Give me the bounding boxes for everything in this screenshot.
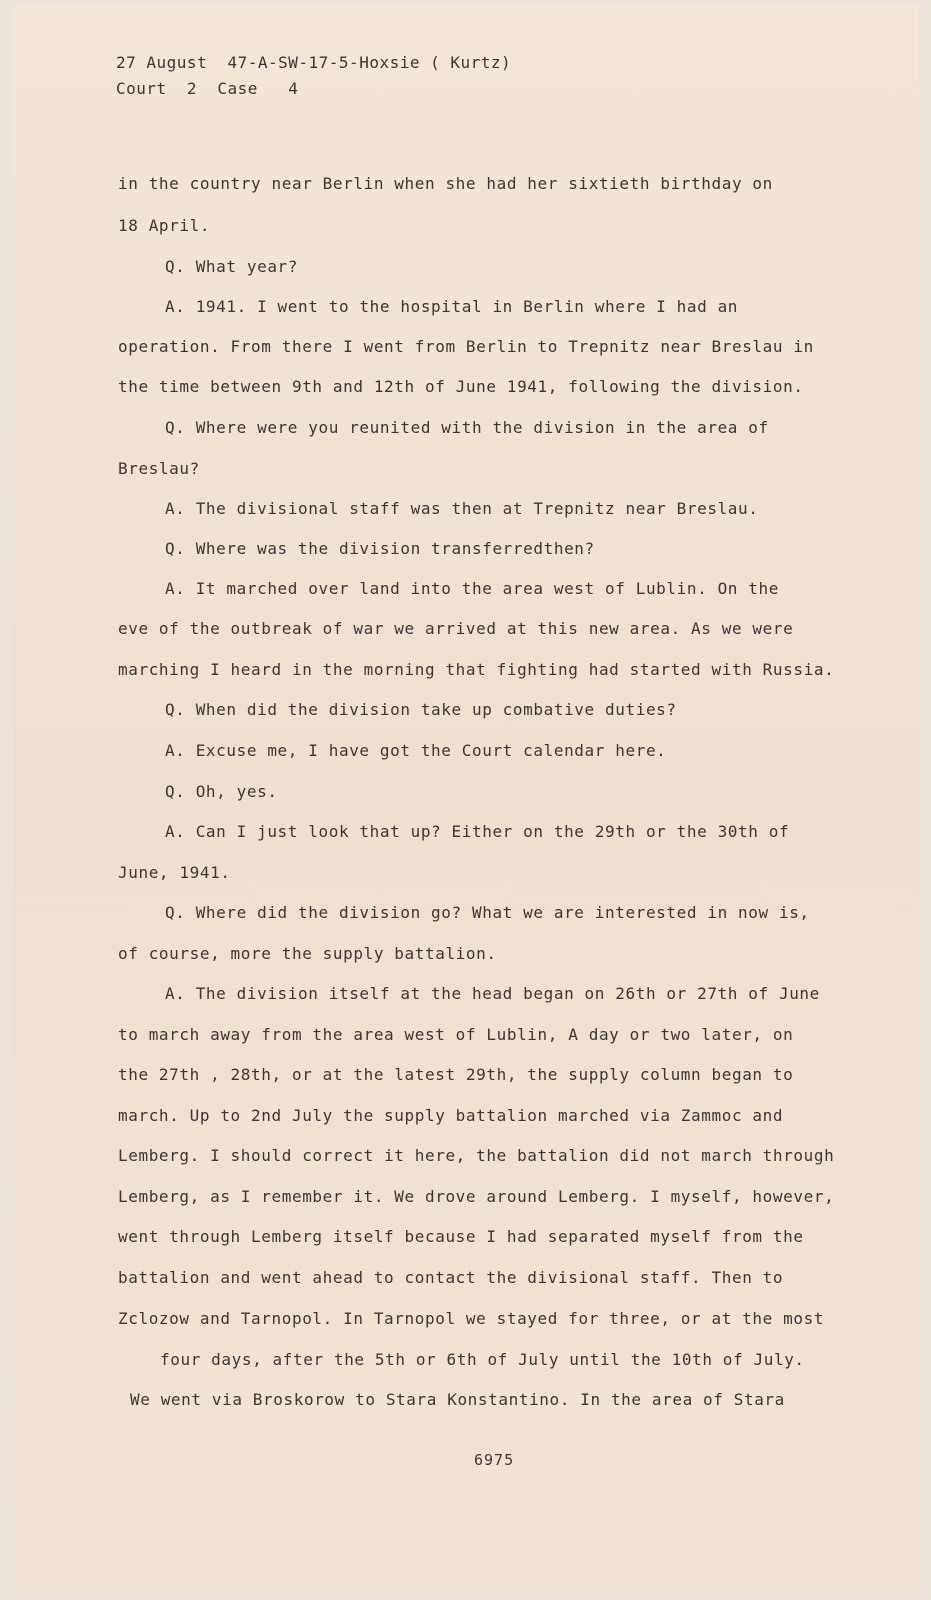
text-line: Q. Where were you reunited with the division in the area of [165,418,769,437]
text-line: marching I heard in the morning that fighting had started with Russia. [118,660,835,679]
text-line: the time between 9th and 12th of June 1941, following the division. [118,377,804,396]
text-line: A. Can I just look that up? Either on the 29th or the 30th of [165,822,790,841]
text-line: Q. Where was the division transferredthen? [165,539,595,558]
text-line: Q. Oh, yes. [165,782,278,801]
text-line: Lemberg, as I remember it. We drove around Lemberg. I myself, however, [118,1187,835,1206]
text-line: Zclozow and Tarnopol. In Tarnopol we stayed for three, or at the most [118,1309,825,1328]
text-line: Lemberg. I should correct it here, the battalion did not march through [118,1146,835,1165]
document-header [116,50,511,102]
text-line: A. Excuse me, I have got the Court calendar here. [165,741,667,760]
text-line: Breslau? [118,459,200,478]
text-line: went through Lemberg itself because I had separated myself from the [118,1227,804,1246]
text-line: A. The division itself at the head began on 26th or 27th of June [165,984,820,1003]
text-line: 18 April. [118,216,211,235]
text-line: A. The divisional staff was then at Trepnitz near Breslau. [165,499,759,518]
text-line: of course, more the supply battalion. [118,944,497,963]
text-line: A. It marched over land into the area west of Lublin. On the [165,579,779,598]
text-line: operation. From there I went from Berlin to Trepnitz near Breslau in [118,337,814,356]
text-line: march. Up to 2nd July the supply battalion marched via Zammoc and [118,1106,784,1125]
header-line-court-case: Court 2 Case 4 [116,79,299,98]
text-line: Q. What year? [165,257,299,276]
text-line: Q. When did the division take up combative duties? [165,700,677,719]
text-line: June, 1941. [118,863,231,882]
page-number: 6975 [474,1451,515,1469]
text-line: eve of the outbreak of war we arrived at this new area. As we were [118,619,794,638]
text-line: in the country near Berlin when she had her sixtieth birthday on [118,174,773,193]
text-line: battalion and went ahead to contact the divisional staff. Then to [118,1268,784,1287]
text-line: the 27th , 28th, or at the latest 29th, the supply column began to [118,1065,794,1084]
text-line: four days, after the 5th or 6th of July until the 10th of July. [160,1350,805,1369]
text-line: to march away from the area west of Lublin, A day or two later, on [118,1025,794,1044]
text-line: We went via Broskorow to Stara Konstantino. In the area of Stara [130,1390,785,1409]
header-line-date-reference: 27 August 47-A-SW-17-5-Hoxsie ( Kurtz) [116,53,512,72]
text-line: Q. Where did the division go? What we are interested in now is, [165,903,810,922]
text-line: A. 1941. I went to the hospital in Berlin where I had an [165,297,739,316]
